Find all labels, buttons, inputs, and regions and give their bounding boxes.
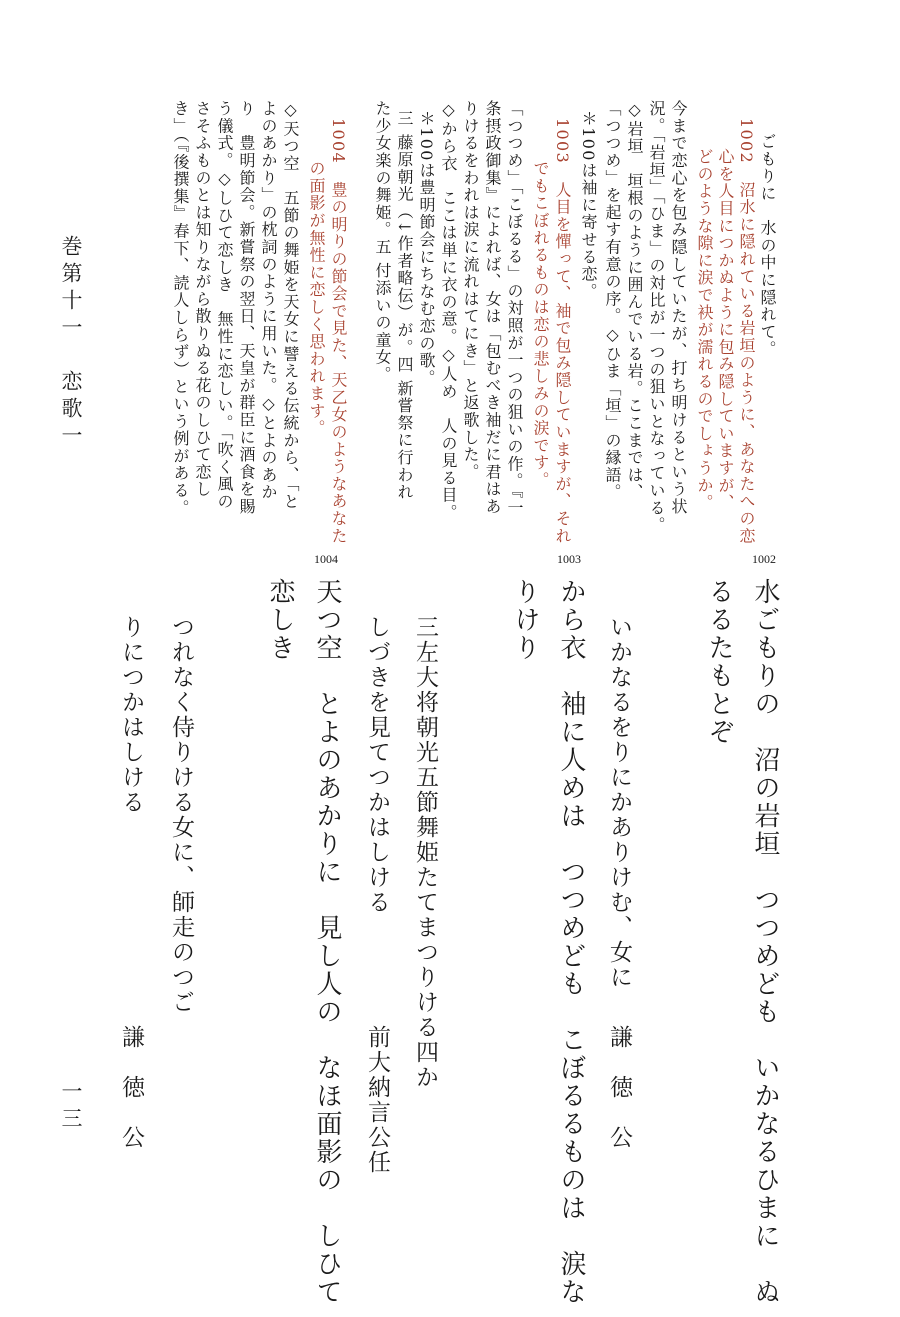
poem-preface: いかなるをりにかありけむ、女に xyxy=(606,615,632,990)
poem-preface: りにつかはしける xyxy=(118,615,144,815)
poem-number: 1003 xyxy=(557,552,581,566)
commentary-line: どのような隙に涙で袂が濡れるのでしょうか。 xyxy=(695,148,714,512)
commentary-line: き」（『後撰集』春下、読人しらず）という例がある。 xyxy=(171,100,190,517)
poem-line: るるたもとぞ xyxy=(704,578,734,746)
commentary-line: 心を人目につかぬように包み隠していますが、 xyxy=(716,148,735,512)
commentary-line: 三 藤原朝光（↓作者略伝）が。四 新嘗祭に行われ xyxy=(395,110,414,501)
poem-author: 謙 徳 公 xyxy=(118,1025,144,1150)
commentary-line: 1002 沼水に隠れている岩垣のように、あなたへの恋 xyxy=(737,118,756,545)
commentary-line: の面影が無性に恋しく思われます。 xyxy=(307,160,326,437)
poem-preface: つれなく侍りける女に、師走のつご xyxy=(168,615,194,1015)
page-title: 巻第十一 恋歌一 xyxy=(59,235,83,451)
commentary-line: 今まで恋心を包み隠していたが、打ち明けるという状 xyxy=(669,100,688,516)
poem-preface: 三左大将朝光五節舞姫たてまつりける四か xyxy=(412,615,438,1090)
commentary-line: ◇天つ空 五節の舞姫を天女に譬える伝統から、「と xyxy=(281,100,300,511)
commentary-line: う儀式。◇しひて恋しき 無性に恋しい。「吹く風の xyxy=(215,100,234,511)
commentary-line: 「つつめ」「こぼるる」の対照が一つの狙いの作。『一 xyxy=(505,100,524,517)
commentary-line: 1004 豊の明りの節会で見た、天乙女のようなあなた xyxy=(329,118,348,545)
poem-line: 天つ空 とよのあかりに 見し人の なほ面影の しひて xyxy=(312,578,342,1306)
commentary-line: よのあかり」の枕詞のように用いた。◇とよのあか xyxy=(259,100,278,501)
commentary-line: りけるをわれは涙に流れはてにき」と返歌した。 xyxy=(461,100,480,481)
commentary-line: ＊100は豊明節会にちなむ恋の歌。 xyxy=(417,110,436,387)
poem-number: 1004 xyxy=(314,552,338,566)
commentary-line: ＊100は袖に寄せる恋。 xyxy=(579,110,598,301)
poem-line: りけり xyxy=(510,578,540,662)
commentary-line: 1003 人目を憚って、袖で包み隠していますが、それ xyxy=(553,118,572,545)
poem-author: 謙 徳 公 xyxy=(606,1025,632,1150)
commentary-line: でもこぼれるものは恋の悲しみの涙です。 xyxy=(531,160,550,489)
poem-line: 恋しき xyxy=(265,578,295,662)
page-number: 一三 xyxy=(59,1080,83,1134)
commentary-line: た少女楽の舞姫。五 付添いの童女。 xyxy=(373,100,392,384)
commentary-line: り 豊明節会。新嘗祭の翌日、天皇が群臣に酒食を賜 xyxy=(237,100,256,516)
commentary-line: 条摂政御集』によれば、女は「包むべき袖だに君はあ xyxy=(483,100,502,516)
commentary-line: 「つつめ」を起す有意の序。◇ひま「垣」の縁語。 xyxy=(603,100,622,501)
commentary-line: ◇から衣 ここは単に衣の意。◇人め 人の見る目。 xyxy=(439,100,458,522)
poem-preface: しづきを見てつかはしける xyxy=(364,615,390,915)
commentary-line: 況。「岩垣」「ひま」の対比が一つの狙いとなっている。 xyxy=(647,100,666,534)
poem-line: から衣 袖に人めは つつめども こぼるるものは 涙な xyxy=(556,578,586,1306)
poem-line: 水ごもりの 沼の岩垣 つつめども いかなるひまに ぬ xyxy=(750,578,780,1306)
poem-number: 1002 xyxy=(752,552,776,566)
commentary-line: ◇岩垣 垣根のように囲んでいる岩。ここまでは、 xyxy=(625,100,644,501)
commentary-line: ごもりに 水の中に隠れて。 xyxy=(758,133,777,358)
poem-author: 前大納言公任 xyxy=(364,1025,390,1175)
commentary-line: さそふものとは知りながら散りぬる花のしひて恋し xyxy=(193,100,212,498)
